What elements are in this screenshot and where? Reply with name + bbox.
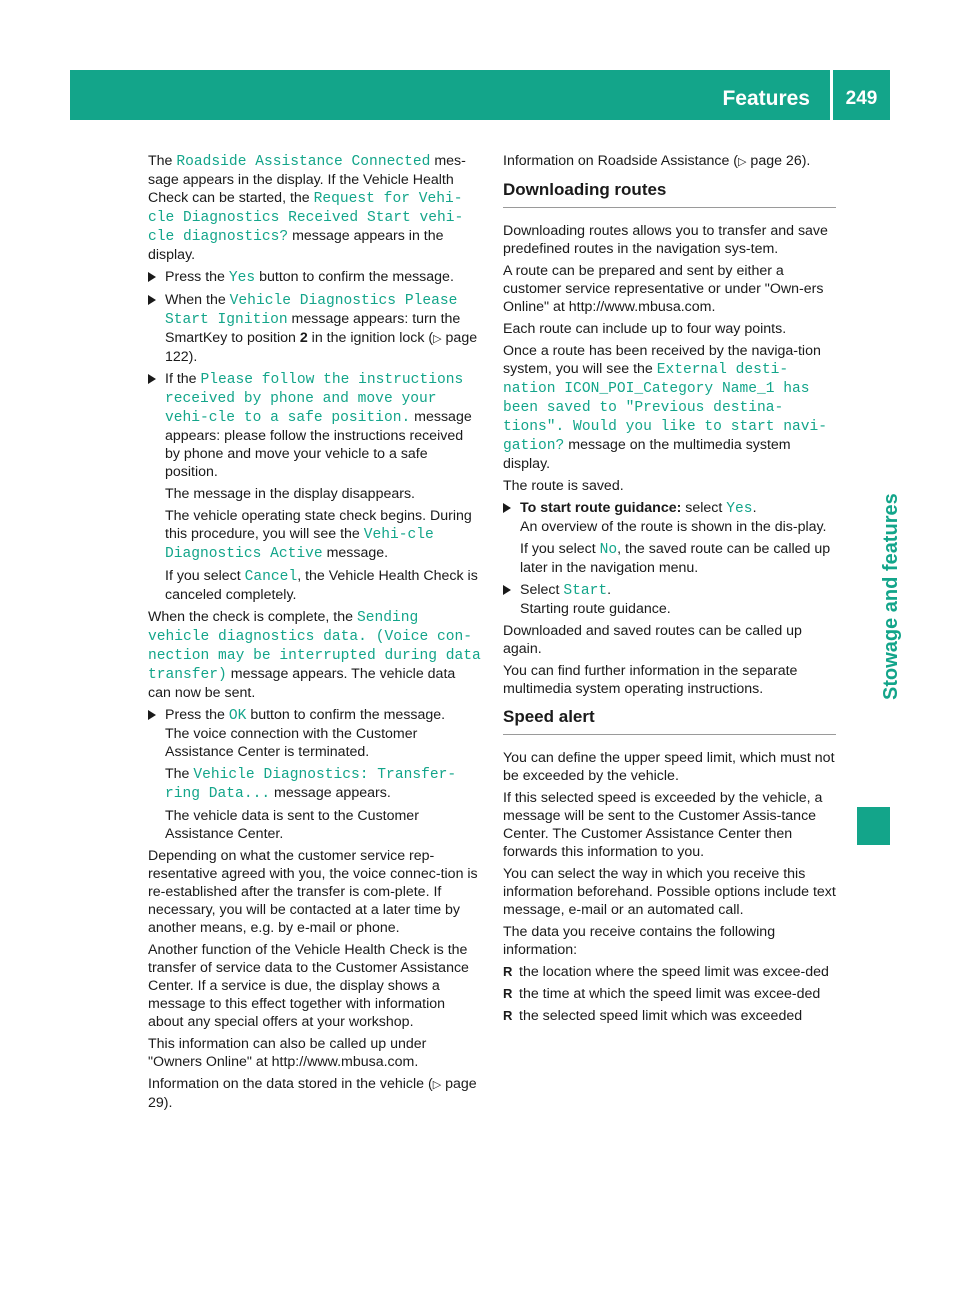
paragraph: The vehicle operating state check begins. During this procedure, you will see the Vehi-cle Diagnostics Active message. xyxy=(165,508,472,562)
header-bar xyxy=(70,70,890,120)
paragraph: If this selected speed is exceeded by the vehicle, a message will be sent to the Customer Assis-tance Center. The Customer Assistance Center then forwards this information to you. xyxy=(503,790,823,860)
paragraph: You can select the way in which you receive this information beforehand. Possible options include text message, e-mail or an automated call. xyxy=(503,866,836,918)
page-number: 249 xyxy=(845,88,878,109)
display-message: No xyxy=(599,542,618,558)
section-tab-label: Stowage and features xyxy=(880,493,902,700)
list-item: R the location where the speed limit was excee-ded xyxy=(503,964,829,980)
paragraph: Another function of the Vehicle Health Check is the transfer of service data to the Customer Assistance Center. If a service is due, the display shows a message to this effect together with information about any special offers at your workshop. xyxy=(148,942,469,1030)
page-ref-icon: ▷ xyxy=(738,156,747,168)
display-message: Yes xyxy=(726,501,753,517)
paragraph: You can find further information in the separate multimedia system operating instructions. xyxy=(503,663,798,697)
paragraph: The route is saved. xyxy=(503,478,624,494)
step-item: Press the OK button to confirm the message. The voice connection with the Customer Assistance Center is terminated. xyxy=(148,706,482,761)
paragraph: The data you receive contains the following information: xyxy=(503,924,776,958)
page-ref-icon: ▷ xyxy=(433,333,442,345)
paragraph: You can define the upper speed limit, which must not be exceeded by the vehicle. xyxy=(503,750,835,784)
step-arrow-icon xyxy=(503,503,511,513)
paragraph: Downloaded and saved routes can be called up again. xyxy=(503,623,802,657)
display-message: Roadside Assistance Connected xyxy=(176,154,431,170)
display-message: Request for Vehi-cle Diagnostics Received Start vehi-cle diagnostics? xyxy=(148,191,464,245)
display-message: Vehicle Diagnostics: Transfer-ring Data... xyxy=(165,767,457,802)
right-column xyxy=(503,152,836,1029)
list-item: R the selected speed limit which was exceeded xyxy=(503,1008,803,1024)
paragraph: If you select Cancel, the Vehicle Health Check is canceled completely. xyxy=(165,568,478,603)
paragraph: Information on the data stored in the vehicle (▷ page 29). xyxy=(148,1076,477,1111)
display-message: Cancel xyxy=(244,569,298,585)
bullet-icon: R xyxy=(503,986,513,1001)
paragraph: Downloading routes allows you to transfer and save predefined routes in the navigation sys-tem. xyxy=(503,223,828,257)
paragraph: When the check is complete, the Sending vehicle diagnostics data. (Voice con-nection may be interrupted during data transfer) message appears. The vehicle data can now be sent. xyxy=(148,609,481,701)
bullet-icon: R xyxy=(503,1008,513,1023)
paragraph: The Vehicle Diagnostics: Transfer-ring Data... message appears. xyxy=(165,766,457,802)
paragraph: Information on Roadside Assistance (▷ page 26). xyxy=(503,153,811,169)
display-message: Start xyxy=(563,583,608,599)
display-message: Sending vehicle diagnostics data. (Voice con-nection may be interrupted during data transfer) xyxy=(148,610,481,683)
step-arrow-icon xyxy=(148,272,156,282)
paragraph: Once a route has been received by the naviga-tion system, you will see the External desti-nation ICON_POI_Category Name_1 has been saved to "Previous destina-tions". Would you like to start navi-gation? message on the multimedia system display. xyxy=(503,343,828,472)
section-heading: Downloading routes xyxy=(503,181,836,208)
display-message: External desti-nation ICON_POI_Category Name_1 has been saved to "Previous destina-tions". Would you like to start navi-gation? xyxy=(503,362,828,454)
paragraph: The message in the display disappears. xyxy=(165,486,415,502)
step-item: When the Vehicle Diagnostics Please Start Ignition message appears: turn the SmartKey to position 2 in the ignition lock (▷ page 122). xyxy=(148,291,482,366)
step-item: Press the Yes button to confirm the message. xyxy=(148,268,482,287)
step-arrow-icon xyxy=(148,295,156,305)
paragraph: If you select No, the saved route can be called up later in the navigation menu. xyxy=(520,541,831,576)
paragraph: A route can be prepared and sent by either a customer service representative or under "Own-ers Online" at http://www.mbusa.com. xyxy=(503,263,824,315)
header-title: Features xyxy=(722,87,810,110)
display-message: Vehi-cle Diagnostics Active xyxy=(165,527,434,562)
step-arrow-icon xyxy=(503,585,511,595)
step-item: Select Start. Starting route guidance. xyxy=(503,581,836,618)
section-heading: Speed alert xyxy=(503,708,836,735)
paragraph: Depending on what the customer service rep-resentative agreed with you, the voice connec-tion is re-established after the transfer is com-plete. If necessary, you will be contacted at a later time by another means, e.g. by e-mail or phone. xyxy=(148,848,478,936)
display-message: Vehicle Diagnostics Please Start Ignition xyxy=(165,293,458,328)
display-message: Please follow the instructions received by phone and move your vehi-cle to a safe position. xyxy=(165,372,464,426)
section-tab-marker xyxy=(857,807,890,845)
paragraph: This information can also be called up under "Owners Online" at http://www.mbusa.com. xyxy=(148,1036,427,1070)
left-column xyxy=(148,152,482,1116)
step-item: To start route guidance: select Yes. An overview of the route is shown in the dis-play. xyxy=(503,499,836,536)
paragraph: Each route can include up to four way points. xyxy=(503,321,787,337)
step-item: If the Please follow the instructions received by phone and move your vehi-cle to a safe position. message appears: please follow the instructions received by phone and move your vehicle to a safe position. xyxy=(148,370,482,481)
display-message: OK xyxy=(228,708,247,724)
list-item: R the time at which the speed limit was excee-ded xyxy=(503,986,821,1002)
paragraph: The vehicle data is sent to the Customer Assistance Center. xyxy=(165,808,419,842)
bullet-icon: R xyxy=(503,964,513,979)
step-arrow-icon xyxy=(148,374,156,384)
display-message: Yes xyxy=(228,270,256,286)
paragraph: The Roadside Assistance Connected mes-sage appears in the display. If the Vehicle Health Check can be started, the Request for Vehi-cle Diagnostics Received Start vehi-cle diagnostics? message appears in the display. xyxy=(148,153,466,263)
page-ref-icon: ▷ xyxy=(432,1079,442,1091)
step-arrow-icon xyxy=(148,710,156,720)
